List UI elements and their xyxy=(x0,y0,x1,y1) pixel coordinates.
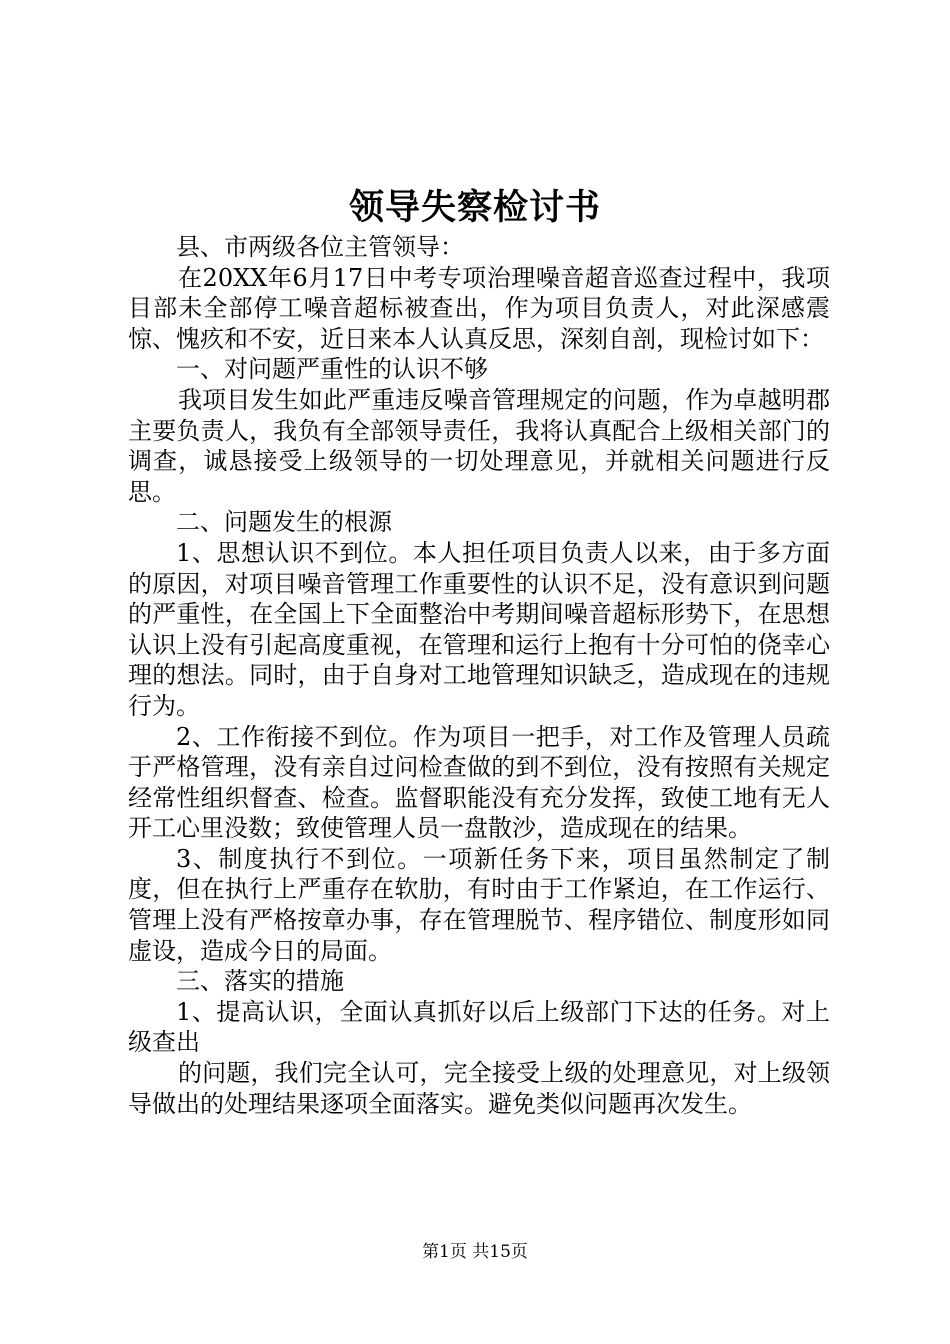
paragraph-measure-1-cont: 的问题，我们完全认可，完全接受上级的处理意见，对上级领导做出的处理结果逐项全面落实。避免类似问题再次发生。 xyxy=(128,1059,830,1118)
section-heading-1: 一、对问题严重性的认识不够 xyxy=(176,355,488,384)
document-title: 领导失察检讨书 xyxy=(348,187,601,228)
page-number: 第1页 共15页 xyxy=(422,1242,528,1262)
paragraph-cause-2: 2、工作衔接不到位。作为项目一把手，对工作及管理人员疏于严格管理，没有亲自过问检查做的到不到位，没有按照有关规定经常性组织督查、检查。监督职能没有充分发挥，致使工地有无人开工心里没数；致使管理人员一盘散沙，造成现在的结果。 xyxy=(128,722,830,843)
paragraph-section-1: 我项目发生如此严重违反噪音管理规定的问题，作为卓越明郡主要负责人，我负有全部领导责任，我将认真配合上级相关部门的调查，诚恳接受上级领导的一切处理意见，并就相关问题进行反思。 xyxy=(128,385,830,506)
section-heading-3: 三、落实的措施 xyxy=(176,967,344,996)
section-heading-2: 二、问题发生的根源 xyxy=(176,508,392,537)
paragraph-cause-3: 3、制度执行不到位。一项新任务下来，项目虽然制定了制度，但在执行上严重存在软肋，有时由于工作紧迫，在工作运行、管理上没有严格按章办事，存在管理脱节、程序错位、制度形如同虚设，造成今日的局面。 xyxy=(128,844,830,965)
paragraph-intro: 在20XX年6月17日中考专项治理噪音超音巡查过程中，我项目部未全部停工噪音超标被查出，作为项目负责人，对此深感震惊、愧疚和不安，近日来本人认真反思，深刻自剖，现检讨如下： xyxy=(128,263,830,353)
paragraph-measure-1: 1、提高认识，全面认真抓好以后上级部门下达的任务。对上级查出 xyxy=(128,997,830,1057)
salutation: 县、市两级各位主管领导： xyxy=(176,233,464,261)
paragraph-cause-1: 1、思想认识不到位。本人担任项目负责人以来，由于多方面的原因，对项目噪音管理工作重要性的认识不足，没有意识到问题的严重性，在全国上下全面整治中考期间噪音超标形势下，在思想认识上没有引起高度重视，在管理和运行上抱有十分可怕的侥幸心理的想法。同时，由于自身对工地管理知识缺乏，造成现在的违规行为。 xyxy=(128,538,830,720)
document-body xyxy=(128,232,830,1119)
